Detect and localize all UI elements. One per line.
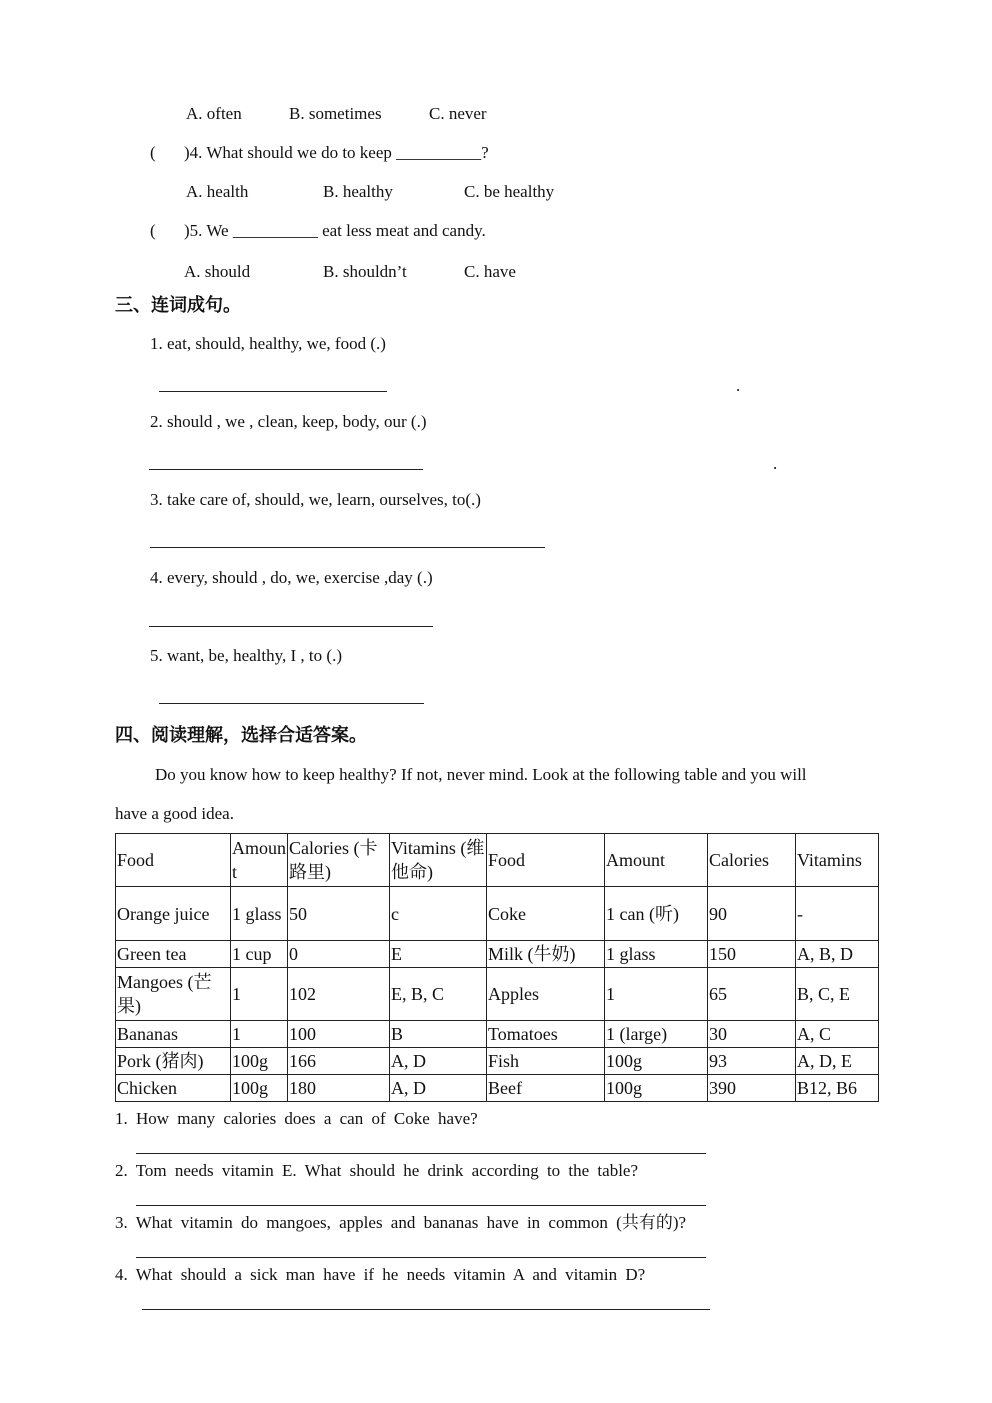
q4-option-a: A. health <box>186 182 249 201</box>
header-cell: Food <box>487 834 605 887</box>
answer-line-3[interactable] <box>150 547 545 548</box>
reading-intro-line2: have a good idea. <box>115 804 234 823</box>
table-cell: 65 <box>708 968 796 1021</box>
reading-question-1: 1. How many calories does a can of Coke have? <box>115 1109 478 1128</box>
table-cell: 30 <box>708 1021 796 1048</box>
table-cell: 1 glass <box>231 887 288 941</box>
q4-answer-paren: ( <box>150 143 156 162</box>
table-cell: A, D, E <box>796 1048 879 1075</box>
table-cell: Beef <box>487 1075 605 1102</box>
table-cell: 93 <box>708 1048 796 1075</box>
q5-stem: )5. We __________ eat less meat and candy. <box>184 221 486 240</box>
table-cell: B <box>390 1021 487 1048</box>
table-cell: 50 <box>288 887 390 941</box>
table-cell: 100g <box>605 1048 708 1075</box>
table-row <box>116 941 879 968</box>
table-row <box>116 1021 879 1048</box>
section4-heading: 四、阅读理解，选择合适答案。 <box>115 725 367 745</box>
table-cell: 102 <box>288 968 390 1021</box>
q4-stem: )4. What should we do to keep __________? <box>184 143 489 162</box>
table-cell: A, D <box>390 1048 487 1075</box>
table-cell: A, B, D <box>796 941 879 968</box>
table-row <box>116 1075 879 1102</box>
q5-option-c: C. have <box>464 262 516 281</box>
table-cell: A, D <box>390 1075 487 1102</box>
reading-question-3: 3. What vitamin do mangoes, apples and bananas have in common (共有的)? <box>115 1213 687 1232</box>
reading-question-4: 4. What should a sick man have if he needs vitamin A and vitamin D? <box>115 1265 646 1284</box>
table-cell: 1 (large) <box>605 1021 708 1048</box>
nutrition-table <box>115 833 879 1102</box>
table-cell: 1 can (听) <box>605 887 708 941</box>
table-cell: Green tea <box>116 941 231 968</box>
table-cell: 1 glass <box>605 941 708 968</box>
sentence-item-5: 5. want, be, healthy, I , to (.) <box>150 646 342 665</box>
table-cell: Fish <box>487 1048 605 1075</box>
table-cell: 100g <box>231 1075 288 1102</box>
table-cell: 1 <box>231 1021 288 1048</box>
sentence-item-3: 3. take care of, should, we, learn, ourselves, to(.) <box>150 490 481 509</box>
sentence-item-1: 1. eat, should, healthy, we, food (.) <box>150 334 386 353</box>
table-cell: Milk (牛奶) <box>487 941 605 968</box>
header-cell: Vitamins (维他命) <box>390 834 487 887</box>
table-cell: 1 <box>231 968 288 1021</box>
sentence-item-4: 4. every, should , do, we, exercise ,day (.) <box>150 568 433 587</box>
header-cell: Food <box>116 834 231 887</box>
table-cell: A, C <box>796 1021 879 1048</box>
table-cell: 100 <box>288 1021 390 1048</box>
q5-option-a: A. should <box>184 262 251 281</box>
header-cell: Vitamins <box>796 834 879 887</box>
q3-option-a: A. often <box>186 104 242 123</box>
table-cell: 0 <box>288 941 390 968</box>
answer-line-4[interactable] <box>149 626 433 627</box>
q3-option-b: B. sometimes <box>289 104 382 123</box>
q3-option-c: C. never <box>429 104 487 123</box>
q4-option-c: C. be healthy <box>464 182 555 201</box>
table-cell: Chicken <box>116 1075 231 1102</box>
sentence-item-2: 2. should , we , clean, keep, body, our (.) <box>150 412 427 431</box>
table-cell: 150 <box>708 941 796 968</box>
table-row <box>116 887 879 941</box>
table-cell: Tomatoes <box>487 1021 605 1048</box>
table-cell: B, C, E <box>796 968 879 1021</box>
reading-answer-line-3[interactable] <box>136 1257 706 1258</box>
table-cell: Apples <box>487 968 605 1021</box>
table-cell: Coke <box>487 887 605 941</box>
table-cell: E <box>390 941 487 968</box>
table-cell: Bananas <box>116 1021 231 1048</box>
table-cell: 90 <box>708 887 796 941</box>
header-cell: Calories <box>708 834 796 887</box>
table-cell: c <box>390 887 487 941</box>
table-cell: 100g <box>605 1075 708 1102</box>
table-row <box>116 968 879 1021</box>
table-cell: B12, B6 <box>796 1075 879 1102</box>
answer-line-1-dot: . <box>736 376 741 395</box>
reading-answer-line-2[interactable] <box>136 1205 706 1206</box>
table-cell: Orange juice <box>116 887 231 941</box>
q4-option-b: B. healthy <box>323 182 393 201</box>
table-cell: 166 <box>288 1048 390 1075</box>
reading-answer-line-4[interactable] <box>142 1309 710 1310</box>
table-cell: - <box>796 887 879 941</box>
reading-question-2: 2. Tom needs vitamin E. What should he drink according to the table? <box>115 1161 639 1180</box>
q5-answer-paren: ( <box>150 221 156 240</box>
table-cell: 100g <box>231 1048 288 1075</box>
table-cell: E, B, C <box>390 968 487 1021</box>
table-cell: Pork (猪肉) <box>116 1048 231 1075</box>
reading-intro-line1: Do you know how to keep healthy? If not, never mind. Look at the following table and you will <box>155 765 807 784</box>
answer-line-2-dot: . <box>773 454 778 473</box>
table-cell: 1 cup <box>231 941 288 968</box>
header-cell: Calories (卡路里) <box>288 834 390 887</box>
answer-line-5[interactable] <box>159 703 424 704</box>
table-cell: 390 <box>708 1075 796 1102</box>
table-row <box>116 1048 879 1075</box>
header-cell: Amount <box>605 834 708 887</box>
table-cell: 1 <box>605 968 708 1021</box>
table-cell: 180 <box>288 1075 390 1102</box>
answer-line-2[interactable] <box>149 469 423 470</box>
table-cell: Mangoes (芒果) <box>116 968 231 1021</box>
q5-option-b: B. shouldn’t <box>323 262 407 281</box>
header-cell: Amount <box>231 834 288 887</box>
answer-line-1[interactable] <box>159 391 387 392</box>
section3-heading: 三、连词成句。 <box>115 295 241 315</box>
reading-answer-line-1[interactable] <box>136 1153 706 1154</box>
table-header-row <box>116 834 879 887</box>
